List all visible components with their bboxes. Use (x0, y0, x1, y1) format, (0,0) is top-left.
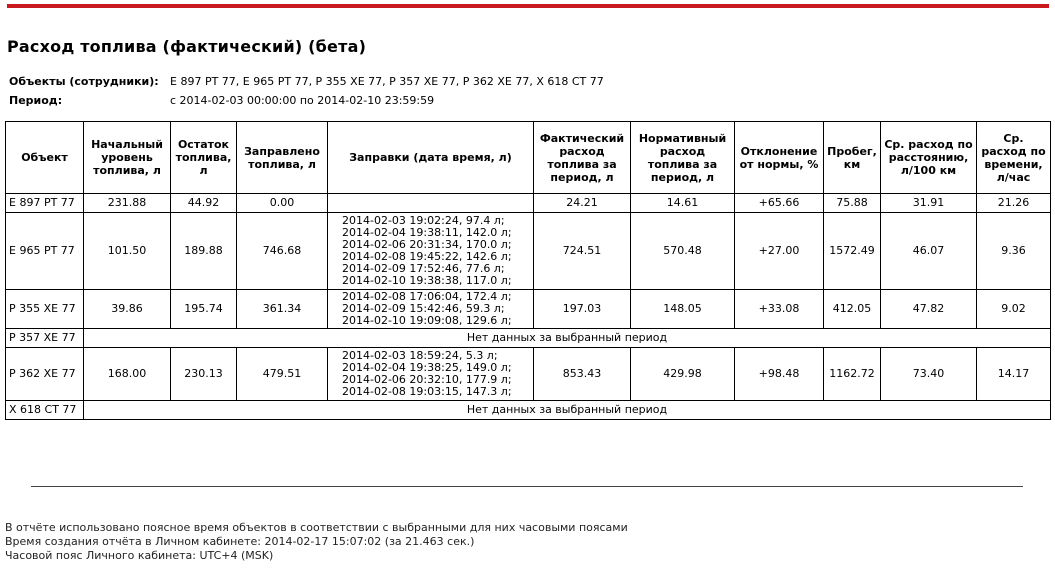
cell-remaining: 189.88 (171, 213, 237, 290)
cell-deviation: +33.08 (735, 290, 824, 329)
report-footer (5, 521, 628, 563)
fuel-report-table (5, 121, 1051, 420)
cell-object: Х 618 СТ 77 (6, 401, 84, 420)
refuel-entry: 2014-02-04 19:38:25, 149.0 л; (342, 361, 512, 374)
header-refuels: Заправки (дата время, л) (328, 122, 534, 194)
cell-mileage: 1572.49 (824, 213, 881, 290)
refuel-entry: 2014-02-10 19:09:08, 129.6 л; (342, 314, 512, 327)
cell-normative: 148.05 (631, 290, 735, 329)
refuel-entry: 2014-02-03 18:59:24, 5.3 л; (342, 349, 498, 362)
header-object: Объект (6, 122, 84, 194)
cell-remaining: 230.13 (171, 348, 237, 401)
period-row (9, 91, 604, 110)
cell-object: Е 965 РТ 77 (6, 213, 84, 290)
cell-avg-time: 21.26 (977, 194, 1051, 213)
header-avg-time: Ср. расход по времени, л/час (977, 122, 1051, 194)
cell-avg-time: 14.17 (977, 348, 1051, 401)
header-refueled: Заправлено топлива, л (237, 122, 328, 194)
cell-refuels (328, 348, 534, 401)
objects-label: Объекты (сотрудники): (9, 75, 159, 88)
cell-initial-level: 168.00 (84, 348, 171, 401)
table-row (6, 290, 1051, 329)
header-mileage: Пробег, км (824, 122, 881, 194)
cell-object: Р 357 ХЕ 77 (6, 329, 84, 348)
cell-avg-time: 9.36 (977, 213, 1051, 290)
table-row (6, 401, 1051, 420)
header-actual: Фактический расход топлива за период, л (534, 122, 631, 194)
refuel-entry: 2014-02-08 19:45:22, 142.6 л; (342, 250, 512, 263)
refuel-entry: 2014-02-04 19:38:11, 142.0 л; (342, 226, 512, 239)
cell-refueled: 746.68 (237, 213, 328, 290)
cell-deviation: +27.00 (735, 213, 824, 290)
cell-normative: 570.48 (631, 213, 735, 290)
page-title: Расход топлива (фактический) (бета) (7, 37, 367, 56)
refuel-entry: 2014-02-09 15:42:46, 59.3 л; (342, 302, 505, 315)
refuel-entry: 2014-02-06 20:31:34, 170.0 л; (342, 238, 512, 251)
cell-deviation: +65.66 (735, 194, 824, 213)
refuel-entry: 2014-02-06 20:32:10, 177.9 л; (342, 373, 512, 386)
cell-refuels (328, 290, 534, 329)
cell-mileage: 75.88 (824, 194, 881, 213)
cell-refuels (328, 213, 534, 290)
header-initial-level: Начальный уровень топлива, л (84, 122, 171, 194)
header-avg-distance: Ср. расход по расстоянию, л/100 км (881, 122, 977, 194)
top-accent-bar (7, 4, 1049, 8)
cell-refuels (328, 194, 534, 213)
objects-value: Е 897 РТ 77, Е 965 РТ 77, Р 355 ХЕ 77, Р 357 ХЕ 77, Р 362 ХЕ 77, Х 618 СТ 77 (170, 75, 604, 88)
refuel-entry: 2014-02-08 19:03:15, 147.3 л; (342, 385, 512, 398)
objects-row (9, 72, 604, 91)
table-header-row (6, 122, 1051, 194)
cell-initial-level: 39.86 (84, 290, 171, 329)
cell-refueled: 0.00 (237, 194, 328, 213)
period-value: с 2014-02-03 00:00:00 по 2014-02-10 23:59:59 (170, 94, 435, 107)
cell-actual: 197.03 (534, 290, 631, 329)
footer-divider (31, 486, 1023, 487)
cell-actual: 724.51 (534, 213, 631, 290)
cell-avg-distance: 46.07 (881, 213, 977, 290)
refuel-entry: 2014-02-10 19:38:38, 117.0 л; (342, 274, 512, 287)
cell-mileage: 412.05 (824, 290, 881, 329)
footer-account-timezone: Часовой пояс Личного кабинета: UTC+4 (MSK) (5, 549, 274, 562)
table-row (6, 194, 1051, 213)
header-normative: Нормативный расход топлива за период, л (631, 122, 735, 194)
no-data-message: Нет данных за выбранный период (84, 401, 1051, 420)
no-data-message: Нет данных за выбранный период (84, 329, 1051, 348)
refuel-entry: 2014-02-08 17:06:04, 172.4 л; (342, 290, 512, 303)
refuel-entry: 2014-02-03 19:02:24, 97.4 л; (342, 214, 505, 227)
report-meta (9, 72, 604, 110)
table-row (6, 348, 1051, 401)
header-deviation: Отклонение от нормы, % (735, 122, 824, 194)
period-label: Период: (9, 94, 63, 107)
table-row (6, 329, 1051, 348)
footer-timezone-note: В отчёте использовано поясное время объектов в соответствии с выбранными для них часовыми поясами (5, 521, 628, 534)
cell-avg-time: 9.02 (977, 290, 1051, 329)
cell-deviation: +98.48 (735, 348, 824, 401)
cell-remaining: 44.92 (171, 194, 237, 213)
cell-avg-distance: 31.91 (881, 194, 977, 213)
cell-normative: 14.61 (631, 194, 735, 213)
table-row (6, 213, 1051, 290)
cell-actual: 24.21 (534, 194, 631, 213)
cell-avg-distance: 73.40 (881, 348, 977, 401)
refuel-entry: 2014-02-09 17:52:46, 77.6 л; (342, 262, 505, 275)
cell-refueled: 361.34 (237, 290, 328, 329)
cell-refueled: 479.51 (237, 348, 328, 401)
cell-initial-level: 101.50 (84, 213, 171, 290)
cell-normative: 429.98 (631, 348, 735, 401)
cell-object: Е 897 РТ 77 (6, 194, 84, 213)
header-remaining: Остаток топлива, л (171, 122, 237, 194)
cell-mileage: 1162.72 (824, 348, 881, 401)
cell-initial-level: 231.88 (84, 194, 171, 213)
cell-avg-distance: 47.82 (881, 290, 977, 329)
cell-actual: 853.43 (534, 348, 631, 401)
footer-created-time: Время создания отчёта в Личном кабинете: 2014-02-17 15:07:02 (за 21.463 сек.) (5, 535, 475, 548)
cell-object: Р 355 ХЕ 77 (6, 290, 84, 329)
cell-remaining: 195.74 (171, 290, 237, 329)
cell-object: Р 362 ХЕ 77 (6, 348, 84, 401)
